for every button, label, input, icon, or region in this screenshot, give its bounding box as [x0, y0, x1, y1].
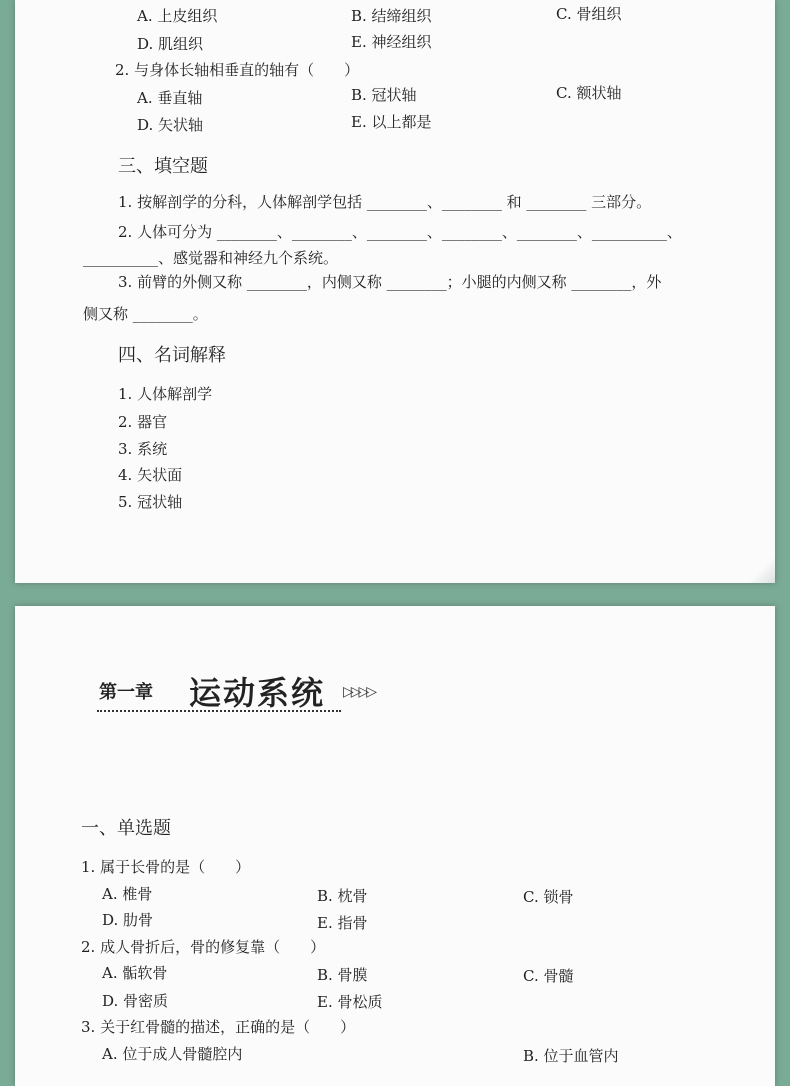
worksheet-page-top: [15, 0, 775, 583]
fill-question-3-line-1: 3. 前臂的外侧又称 ________，内侧又称 ________；小腿的内侧又称 ________，外: [118, 273, 662, 291]
term-item: 2. 器官: [118, 413, 168, 431]
option-a: A. 椎骨: [102, 885, 153, 903]
option-d: D. 骨密质: [102, 992, 169, 1010]
term-item: 1. 人体解剖学: [118, 385, 213, 403]
chapter-underline: [97, 710, 341, 712]
fill-question-2-line-2: __________、感觉器和神经九个系统。: [83, 249, 339, 267]
chapter-arrows-icon: ▷▷▷▷: [343, 684, 375, 700]
option-d: D. 矢状轴: [137, 116, 204, 134]
option-c: C. 骨组织: [556, 5, 622, 23]
option-a: A. 位于成人骨髓腔内: [102, 1045, 243, 1063]
fill-question-3-line-2: 侧又称 ________。: [83, 305, 208, 323]
option-e: E. 神经组织: [351, 33, 432, 51]
question-2: 2. 成人骨折后，骨的修复靠（ ）: [81, 938, 326, 956]
option-b: B. 骨膜: [317, 966, 368, 984]
section-title-single-choice: 一、单选题: [81, 818, 171, 839]
fill-question-2-line-1: 2. 人体可分为 ________、________、________、________、________、__________、: [118, 223, 682, 241]
page-curl: [741, 549, 775, 583]
section-title-fill-in: 三、填空题: [118, 156, 208, 177]
option-e: E. 骨松质: [317, 993, 383, 1011]
option-a: A. 上皮组织: [137, 7, 218, 25]
option-a: A. 骺软骨: [102, 964, 168, 982]
chapter-label: 第一章: [99, 682, 153, 703]
option-c: C. 骨髓: [523, 967, 574, 985]
question-2: 2. 与身体长轴相垂直的轴有（ ）: [115, 61, 360, 79]
option-b: B. 位于血管内: [523, 1047, 619, 1065]
term-item: 3. 系统: [118, 440, 168, 458]
option-d: D. 肋骨: [102, 911, 154, 929]
option-d: D. 肌组织: [137, 35, 204, 53]
option-e: E. 以上都是: [351, 113, 432, 131]
option-b: B. 结缔组织: [351, 7, 432, 25]
option-c: C. 额状轴: [556, 84, 622, 102]
worksheet-page-bottom: [15, 606, 775, 1086]
question-3: 3. 关于红骨髓的描述，正确的是（ ）: [81, 1018, 356, 1036]
term-item: 5. 冠状轴: [118, 493, 183, 511]
option-b: B. 冠状轴: [351, 86, 417, 104]
fill-question-1: 1. 按解剖学的分科，人体解剖学包括 ________、________ 和 ________ 三部分。: [118, 193, 652, 211]
option-c: C. 锁骨: [523, 888, 574, 906]
chapter-title: 运动系统: [189, 674, 326, 712]
term-item: 4. 矢状面: [118, 466, 183, 484]
option-a: A. 垂直轴: [137, 89, 203, 107]
section-title-terms: 四、名词解释: [118, 345, 226, 366]
option-b: B. 枕骨: [317, 887, 368, 905]
option-e: E. 指骨: [317, 914, 368, 932]
question-1: 1. 属于长骨的是（ ）: [81, 858, 251, 876]
